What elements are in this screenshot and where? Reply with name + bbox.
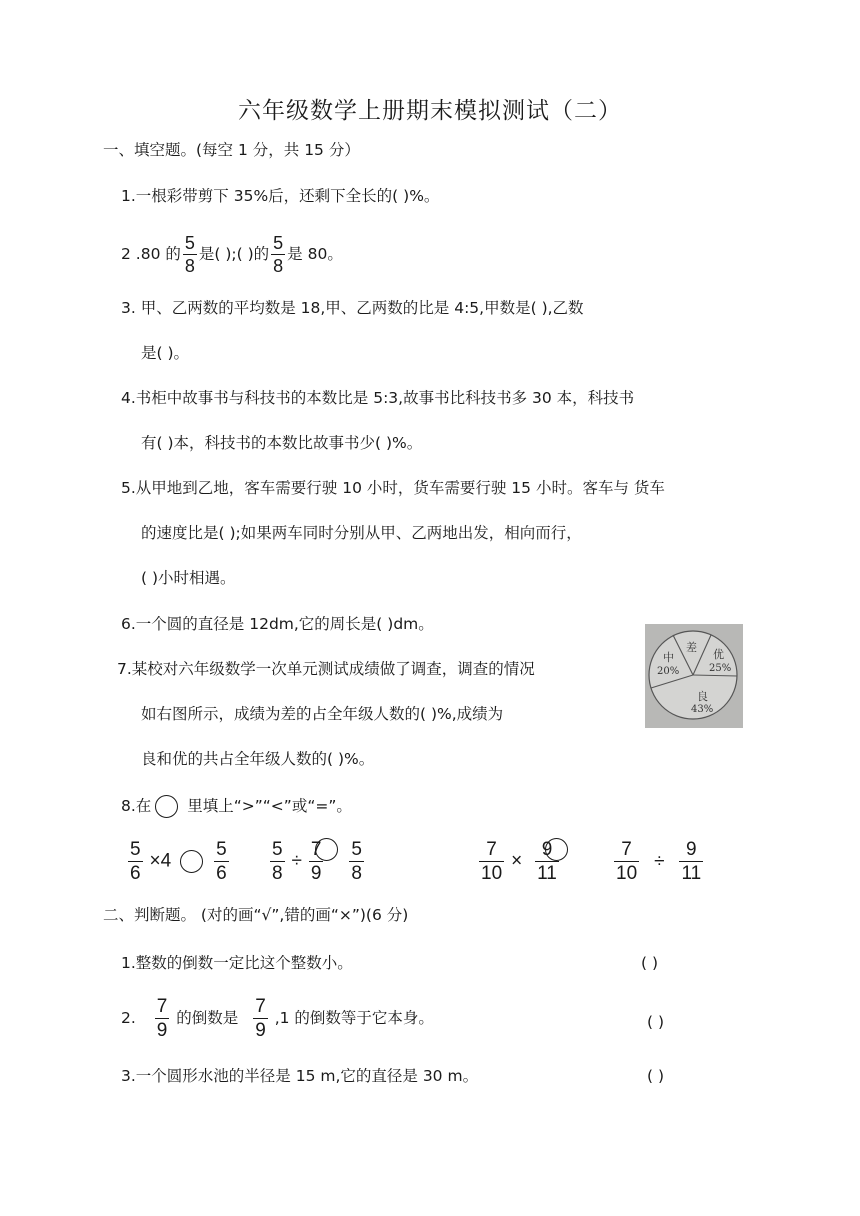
judge-2-bracket: ( )	[647, 1013, 665, 1031]
fraction: $\frac{9}{11}$	[681, 839, 702, 884]
compare-expr-1	[126, 833, 231, 890]
compare-expr-3	[477, 833, 572, 890]
pie-label-cha: 差	[686, 641, 697, 654]
pie-value-liang: 43%	[691, 704, 714, 715]
operator: ×4	[149, 850, 172, 872]
pie-label-you: 优	[713, 648, 724, 661]
section1-heading: 一、填空题。(每空 1 分，共 15 分）	[103, 141, 360, 159]
question-4-line1: 4.书柜中故事书与科技书的本数比是 5:3,故事书比科技书多 30 本，科技书	[121, 389, 635, 407]
pie-value-zhong: 20%	[657, 666, 680, 677]
compare-circle-icon[interactable]	[180, 850, 203, 873]
fraction: $\frac{5}{6}$	[130, 839, 141, 884]
section2-heading: 二、判断题。 (对的画“√”,错的画“×”)(6 分)	[103, 906, 409, 924]
fraction: $\frac{5}{8}$	[272, 839, 283, 884]
grade-pie-chart	[645, 624, 743, 728]
compare-circle-icon[interactable]	[315, 838, 338, 861]
q2-suffix: 是 80。	[287, 245, 343, 263]
j2-number: 2.	[121, 1009, 136, 1027]
question-3-line1: 3. 甲、乙两数的平均数是 18,甲、乙两数的比是 4:5,甲数是( ),乙数	[121, 299, 584, 317]
question-7-line1: 7.某校对六年级数学一次单元测试成绩做了调查，调查的情况	[117, 660, 535, 678]
q2-prefix: 2 .80 的	[121, 245, 181, 263]
judge-2	[121, 992, 434, 1044]
fraction-5-8: $\frac{5}{8}$	[184, 233, 195, 276]
fraction: $\frac{7}{10}$	[481, 839, 503, 884]
q2-mid: 是( );( )的	[198, 245, 270, 263]
judge-3-bracket: ( )	[647, 1067, 665, 1085]
question-5-line2: 的速度比是( );如果两车同时分别从甲、乙两地出发，相向而行，	[141, 524, 582, 542]
operator: ÷	[291, 850, 302, 872]
question-5-line3: ( )小时相遇。	[141, 569, 236, 587]
question-1: 1.一根彩带剪下 35%后，还剩下全长的( )%。	[121, 187, 440, 205]
fraction-5-8-b: $\frac{5}{8}$	[273, 233, 284, 276]
operator: ÷	[654, 850, 665, 872]
fraction: $\frac{7}{9}$	[156, 996, 168, 1041]
page-title: 六年级数学上册期末模拟测试（二）	[238, 98, 622, 124]
question-7-line3: 良和优的共占全年级人数的( )%。	[141, 750, 375, 768]
pie-label-zhong: 中	[663, 651, 674, 664]
fraction: $\frac{7}{9}$	[255, 996, 266, 1041]
fraction: $\frac{7}{10}$	[616, 839, 638, 884]
question-2	[121, 232, 343, 277]
operator: ×	[511, 850, 523, 872]
pie-label-liang: 良	[697, 690, 708, 703]
pie-value-you: 25%	[709, 663, 732, 674]
question-3-line2: 是( )。	[141, 344, 190, 362]
judge-3: 3.一个圆形水池的半径是 15 m,它的直径是 30 m。	[121, 1067, 479, 1085]
judge-1-bracket: ( )	[641, 954, 659, 972]
question-7-line2: 如右图所示，成绩为差的占全年级人数的( )%,成绩为	[141, 705, 504, 723]
q8-prefix: 8.在	[121, 797, 152, 815]
fraction: $\frac{7}{9}$	[310, 839, 322, 884]
compare-expr-2	[268, 833, 366, 890]
judge-1: 1.整数的倒数一定比这个整数小。	[121, 954, 353, 972]
compare-expr-4	[612, 833, 705, 890]
fraction: $\frac{9}{11}$	[537, 839, 557, 884]
fraction: $\frac{5}{6}$	[216, 839, 227, 884]
pie-svg	[645, 624, 743, 728]
answer-circle-icon	[155, 795, 178, 818]
fraction: $\frac{5}{8}$	[351, 839, 362, 884]
j2-mid: 的倒数是	[176, 1009, 239, 1027]
question-8	[121, 793, 352, 819]
j2-suffix: ,1 的倒数等于它本身。	[274, 1009, 434, 1027]
question-5-line1: 5.从甲地到乙地，客车需要行驶 10 小时，货车需要行驶 15 小时。客车与 货车	[121, 479, 665, 497]
question-6: 6.一个圆的直径是 12dm,它的周长是( )dm。	[121, 615, 434, 633]
question-4-line2: 有( )本，科技书的本数比故事书少( )%。	[141, 434, 423, 452]
compare-circle-icon[interactable]	[545, 838, 568, 861]
q8-suffix: 里填上“>”“<”或“=”。	[182, 797, 352, 815]
